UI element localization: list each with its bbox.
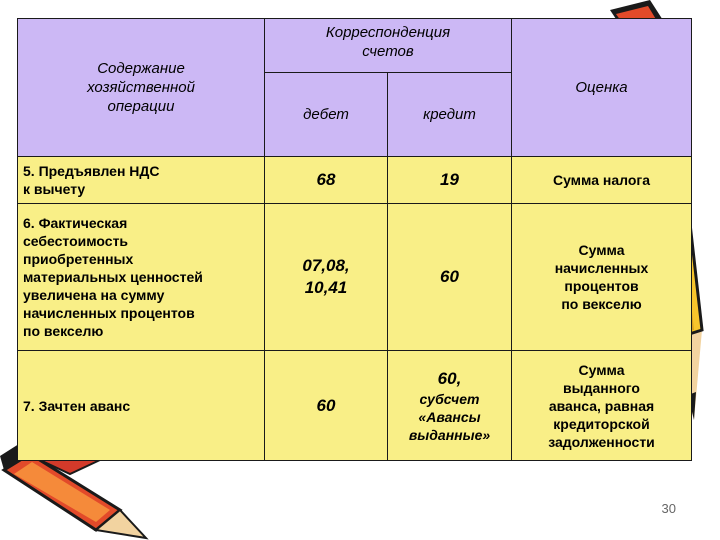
row-credit-line: 19 bbox=[440, 170, 459, 189]
row-content-line: 7. Зачтен аванс bbox=[23, 397, 131, 414]
row-evaluation-line: задолженности bbox=[548, 433, 655, 450]
page-number: 30 bbox=[661, 501, 676, 516]
row-content-line: по векселю bbox=[23, 323, 104, 339]
row-evaluation bbox=[512, 204, 692, 351]
row-credit-line: «Авансы bbox=[418, 408, 481, 425]
row-debit bbox=[265, 157, 388, 204]
row-credit bbox=[388, 157, 512, 204]
row-credit-line: выданные» bbox=[408, 426, 491, 443]
header-credit: кредит bbox=[388, 73, 512, 157]
accounting-entries-table bbox=[17, 18, 692, 461]
table-row bbox=[18, 157, 692, 204]
row-credit-line: 60, bbox=[437, 368, 462, 388]
row-evaluation-line: Сумма bbox=[578, 361, 625, 378]
accounting-table-wrapper bbox=[17, 18, 691, 460]
row-debit-line: 68 bbox=[316, 170, 336, 189]
row-evaluation bbox=[512, 157, 692, 204]
row-evaluation bbox=[512, 351, 692, 461]
row-credit-line: 60 bbox=[440, 267, 459, 286]
row-evaluation-line: по векселю bbox=[561, 296, 642, 312]
header-correspondence-line: Корреспонденция bbox=[325, 24, 451, 41]
row-content-line: приобретенных bbox=[23, 251, 134, 267]
row-evaluation-line: аванса, равная bbox=[548, 397, 655, 414]
row-content-line: начисленных процентов bbox=[23, 305, 195, 321]
row-credit-line: субсчет bbox=[419, 390, 480, 407]
row-evaluation-line: начисленных bbox=[554, 260, 649, 276]
row-content bbox=[18, 204, 265, 351]
header-content bbox=[18, 19, 265, 157]
row-credit bbox=[388, 204, 512, 351]
row-content-line: увеличена на сумму bbox=[23, 287, 165, 303]
row-content-line: к вычету bbox=[23, 181, 86, 197]
row-debit bbox=[265, 204, 388, 351]
row-content-line: 6. Фактическая bbox=[23, 215, 128, 231]
row-debit bbox=[265, 351, 388, 461]
row-evaluation-line: Сумма налога bbox=[552, 172, 651, 188]
row-content-line: материальных ценностей bbox=[23, 269, 203, 285]
row-content-line: 5. Предъявлен НДС bbox=[23, 163, 160, 179]
row-content-line: себестоимость bbox=[23, 233, 129, 249]
row-evaluation-line: процентов bbox=[564, 278, 639, 294]
header-correspondence bbox=[265, 19, 512, 73]
row-debit-line: 60 bbox=[316, 395, 336, 415]
header-content-line: Содержание bbox=[97, 60, 185, 77]
row-content bbox=[18, 157, 265, 204]
header-content-line: операции bbox=[107, 98, 175, 115]
header-debit: дебет bbox=[265, 73, 388, 157]
row-evaluation-line: Сумма bbox=[578, 242, 625, 258]
row-debit-line: 07,08, bbox=[302, 256, 350, 275]
header-evaluation: Оценка bbox=[512, 19, 692, 157]
row-debit-line: 10,41 bbox=[304, 278, 348, 297]
row-evaluation-line: выданного bbox=[563, 379, 640, 396]
table-row bbox=[18, 204, 692, 351]
row-evaluation-line: кредиторской bbox=[553, 415, 650, 432]
row-credit bbox=[388, 351, 512, 461]
header-correspondence-line: счетов bbox=[362, 43, 414, 60]
header-content-line: хозяйственной bbox=[87, 79, 195, 96]
table-row bbox=[18, 351, 692, 461]
row-content bbox=[18, 351, 265, 461]
